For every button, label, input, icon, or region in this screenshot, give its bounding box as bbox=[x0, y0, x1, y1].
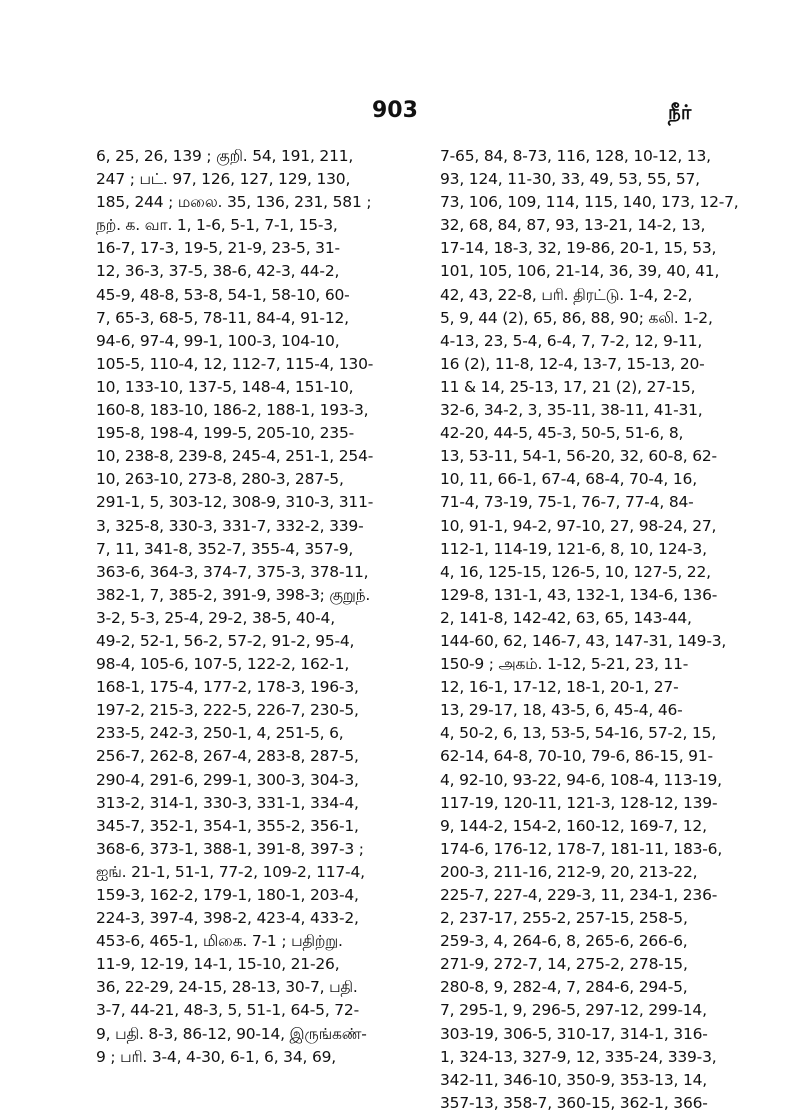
index-line: 98-4, 105-6, 107-5, 122-2, 162-1, bbox=[96, 655, 350, 674]
index-line: 10, 238-8, 239-8, 245-4, 251-1, 254- bbox=[96, 447, 374, 466]
index-line: 62-14, 64-8, 70-10, 79-6, 86-15, 91- bbox=[440, 747, 713, 766]
index-line: 42-20, 44-5, 45-3, 50-5, 51-6, 8, bbox=[440, 424, 684, 443]
index-line: 160-8, 183-10, 186-2, 188-1, 193-3, bbox=[96, 401, 369, 420]
index-line: 4, 50-2, 6, 13, 53-5, 54-16, 57-2, 15, bbox=[440, 724, 717, 743]
index-line: 45-9, 48-8, 53-8, 54-1, 58-10, 60- bbox=[96, 285, 350, 304]
index-line: 357-13, 358-7, 360-15, 362-1, 366- bbox=[440, 1093, 708, 1112]
index-line: 345-7, 352-1, 354-1, 355-2, 356-1, bbox=[96, 816, 359, 835]
index-line: 12, 36-3, 37-5, 38-6, 42-3, 44-2, bbox=[96, 262, 340, 281]
index-line: 185, 244 ; மலை. 35, 136, 231, 581 ; bbox=[96, 193, 372, 212]
index-line: 291-1, 5, 303-12, 308-9, 310-3, 311- bbox=[96, 493, 374, 512]
page-number: 903 bbox=[372, 98, 418, 123]
index-line: 225-7, 227-4, 229-3, 11, 234-1, 236- bbox=[440, 886, 718, 904]
index-line: 150-9 ; அகம். 1-12, 5-21, 23, 11- bbox=[440, 655, 689, 674]
index-line: 233-5, 242-3, 250-1, 4, 251-5, 6, bbox=[96, 724, 344, 743]
index-line: 1, 324-13, 327-9, 12, 335-24, 339-3, bbox=[440, 1047, 717, 1066]
index-line: 7-65, 84, 8-73, 116, 128, 10-12, 13, bbox=[440, 147, 711, 165]
index-line: நற். க. வா. 1, 1-6, 5-1, 7-1, 15-3, bbox=[96, 216, 338, 235]
index-line: 32-6, 34-2, 3, 35-11, 38-11, 41-31, bbox=[440, 401, 703, 420]
index-line: 342-11, 346-10, 350-9, 353-13, 14, bbox=[440, 1070, 708, 1089]
index-line: 9 ; பரி. 3-4, 4-30, 6-1, 6, 34, 69, bbox=[96, 1047, 336, 1066]
index-line: 168-1, 175-4, 177-2, 178-3, 196-3, bbox=[96, 678, 359, 697]
index-line: ஐங். 21-1, 51-1, 77-2, 109-2, 117-4, bbox=[96, 862, 365, 881]
index-line: 13, 29-17, 18, 43-5, 6, 45-4, 46- bbox=[440, 701, 683, 720]
index-line: 16-7, 17-3, 19-5, 21-9, 23-5, 31- bbox=[96, 239, 340, 258]
index-line: 259-3, 4, 264-6, 8, 265-6, 266-6, bbox=[440, 932, 688, 951]
index-line: 382-1, 7, 385-2, 391-9, 398-3; குறுந். bbox=[96, 585, 371, 604]
right-column bbox=[440, 145, 740, 1115]
index-line: 71-4, 73-19, 75-1, 76-7, 77-4, 84- bbox=[440, 493, 694, 512]
index-line: 290-4, 291-6, 299-1, 300-3, 304-3, bbox=[96, 770, 359, 789]
index-line: 144-60, 62, 146-7, 43, 147-31, 149-3, bbox=[440, 631, 727, 650]
index-line: 453-6, 465-1, மிகை. 7-1 ; பதிற்று. bbox=[96, 932, 343, 951]
index-line: 4, 16, 125-15, 126-5, 10, 127-5, 22, bbox=[440, 562, 711, 581]
index-line: 36, 22-29, 24-15, 28-13, 30-7, பதி. bbox=[96, 978, 358, 997]
index-line: 94-6, 97-4, 99-1, 100-3, 104-10, bbox=[96, 331, 340, 350]
index-line: 247 ; பட். 97, 126, 127, 129, 130, bbox=[96, 170, 351, 189]
index-line: 7, 65-3, 68-5, 78-11, 84-4, 91-12, bbox=[96, 308, 349, 327]
index-line: 4-13, 23, 5-4, 6-4, 7, 7-2, 12, 9-11, bbox=[440, 331, 703, 350]
index-line: 117-19, 120-11, 121-3, 128-12, 139- bbox=[440, 793, 718, 812]
index-line: 101, 105, 106, 21-14, 36, 39, 40, 41, bbox=[440, 262, 720, 281]
index-line: 159-3, 162-2, 179-1, 180-1, 203-4, bbox=[96, 886, 359, 904]
index-line: 280-8, 9, 282-4, 7, 284-6, 294-5, bbox=[440, 978, 688, 997]
index-line: 73, 106, 109, 114, 115, 140, 173, 12-7, bbox=[440, 193, 739, 212]
index-line: 11 & 14, 25-13, 17, 21 (2), 27-15, bbox=[440, 377, 696, 396]
index-line: 11-9, 12-19, 14-1, 15-10, 21-26, bbox=[96, 955, 340, 974]
index-line: 93, 124, 11-30, 33, 49, 53, 55, 57, bbox=[440, 170, 700, 189]
index-line: 6, 25, 26, 139 ; குறி. 54, 191, 211, bbox=[96, 147, 354, 165]
index-line: 195-8, 198-4, 199-5, 205-10, 235- bbox=[96, 424, 355, 443]
index-line: 224-3, 397-4, 398-2, 423-4, 433-2, bbox=[96, 909, 359, 928]
index-line: 42, 43, 22-8, பரி. திரட்டு. 1-4, 2-2, bbox=[440, 285, 693, 304]
index-line: 2, 141-8, 142-42, 63, 65, 143-44, bbox=[440, 608, 692, 627]
index-line: 200-3, 211-16, 212-9, 20, 213-22, bbox=[440, 862, 698, 881]
index-line: 313-2, 314-1, 330-3, 331-1, 334-4, bbox=[96, 793, 359, 812]
index-line: 10, 133-10, 137-5, 148-4, 151-10, bbox=[96, 377, 354, 396]
index-line: 197-2, 215-3, 222-5, 226-7, 230-5, bbox=[96, 701, 359, 720]
index-line: 129-8, 131-1, 43, 132-1, 134-6, 136- bbox=[440, 585, 718, 604]
index-line: 10, 263-10, 273-8, 280-3, 287-5, bbox=[96, 470, 344, 489]
index-line: 3, 325-8, 330-3, 331-7, 332-2, 339- bbox=[96, 516, 364, 535]
index-line: 105-5, 110-4, 12, 112-7, 115-4, 130- bbox=[96, 354, 374, 373]
index-line: 9, பதி. 8-3, 86-12, 90-14, இருங்கண்- bbox=[96, 1024, 367, 1043]
index-line: 256-7, 262-8, 267-4, 283-8, 287-5, bbox=[96, 747, 359, 766]
index-line: 17-14, 18-3, 32, 19-86, 20-1, 15, 53, bbox=[440, 239, 717, 258]
index-line: 10, 91-1, 94-2, 97-10, 27, 98-24, 27, bbox=[440, 516, 717, 535]
index-line: 3-2, 5-3, 25-4, 29-2, 38-5, 40-4, bbox=[96, 608, 335, 627]
running-head: நீர் bbox=[668, 100, 692, 124]
index-line: 13, 53-11, 54-1, 56-20, 32, 60-8, 62- bbox=[440, 447, 717, 466]
index-line: 7, 11, 341-8, 352-7, 355-4, 357-9, bbox=[96, 539, 354, 558]
index-line: 32, 68, 84, 87, 93, 13-21, 14-2, 13, bbox=[440, 216, 706, 235]
index-line: 9, 144-2, 154-2, 160-12, 169-7, 12, bbox=[440, 816, 707, 835]
index-line: 363-6, 364-3, 374-7, 375-3, 378-11, bbox=[96, 562, 369, 581]
index-line: 16 (2), 11-8, 12-4, 13-7, 15-13, 20- bbox=[440, 354, 705, 373]
index-line: 12, 16-1, 17-12, 18-1, 20-1, 27- bbox=[440, 678, 679, 697]
index-line: 3-7, 44-21, 48-3, 5, 51-1, 64-5, 72- bbox=[96, 1001, 359, 1020]
index-line: 368-6, 373-1, 388-1, 391-8, 397-3 ; bbox=[96, 839, 364, 858]
index-line: 7, 295-1, 9, 296-5, 297-12, 299-14, bbox=[440, 1001, 707, 1020]
index-line: 112-1, 114-19, 121-6, 8, 10, 124-3, bbox=[440, 539, 707, 558]
index-line: 174-6, 176-12, 178-7, 181-11, 183-6, bbox=[440, 839, 723, 858]
left-column bbox=[96, 145, 396, 1069]
index-line: 2, 237-17, 255-2, 257-15, 258-5, bbox=[440, 909, 688, 928]
index-line: 271-9, 272-7, 14, 275-2, 278-15, bbox=[440, 955, 688, 974]
index-line: 5, 9, 44 (2), 65, 86, 88, 90; கலி. 1-2, bbox=[440, 308, 713, 327]
index-line: 4, 92-10, 93-22, 94-6, 108-4, 113-19, bbox=[440, 770, 722, 789]
index-line: 49-2, 52-1, 56-2, 57-2, 91-2, 95-4, bbox=[96, 631, 355, 650]
index-line: 10, 11, 66-1, 67-4, 68-4, 70-4, 16, bbox=[440, 470, 697, 489]
index-line: 303-19, 306-5, 310-17, 314-1, 316- bbox=[440, 1024, 708, 1043]
